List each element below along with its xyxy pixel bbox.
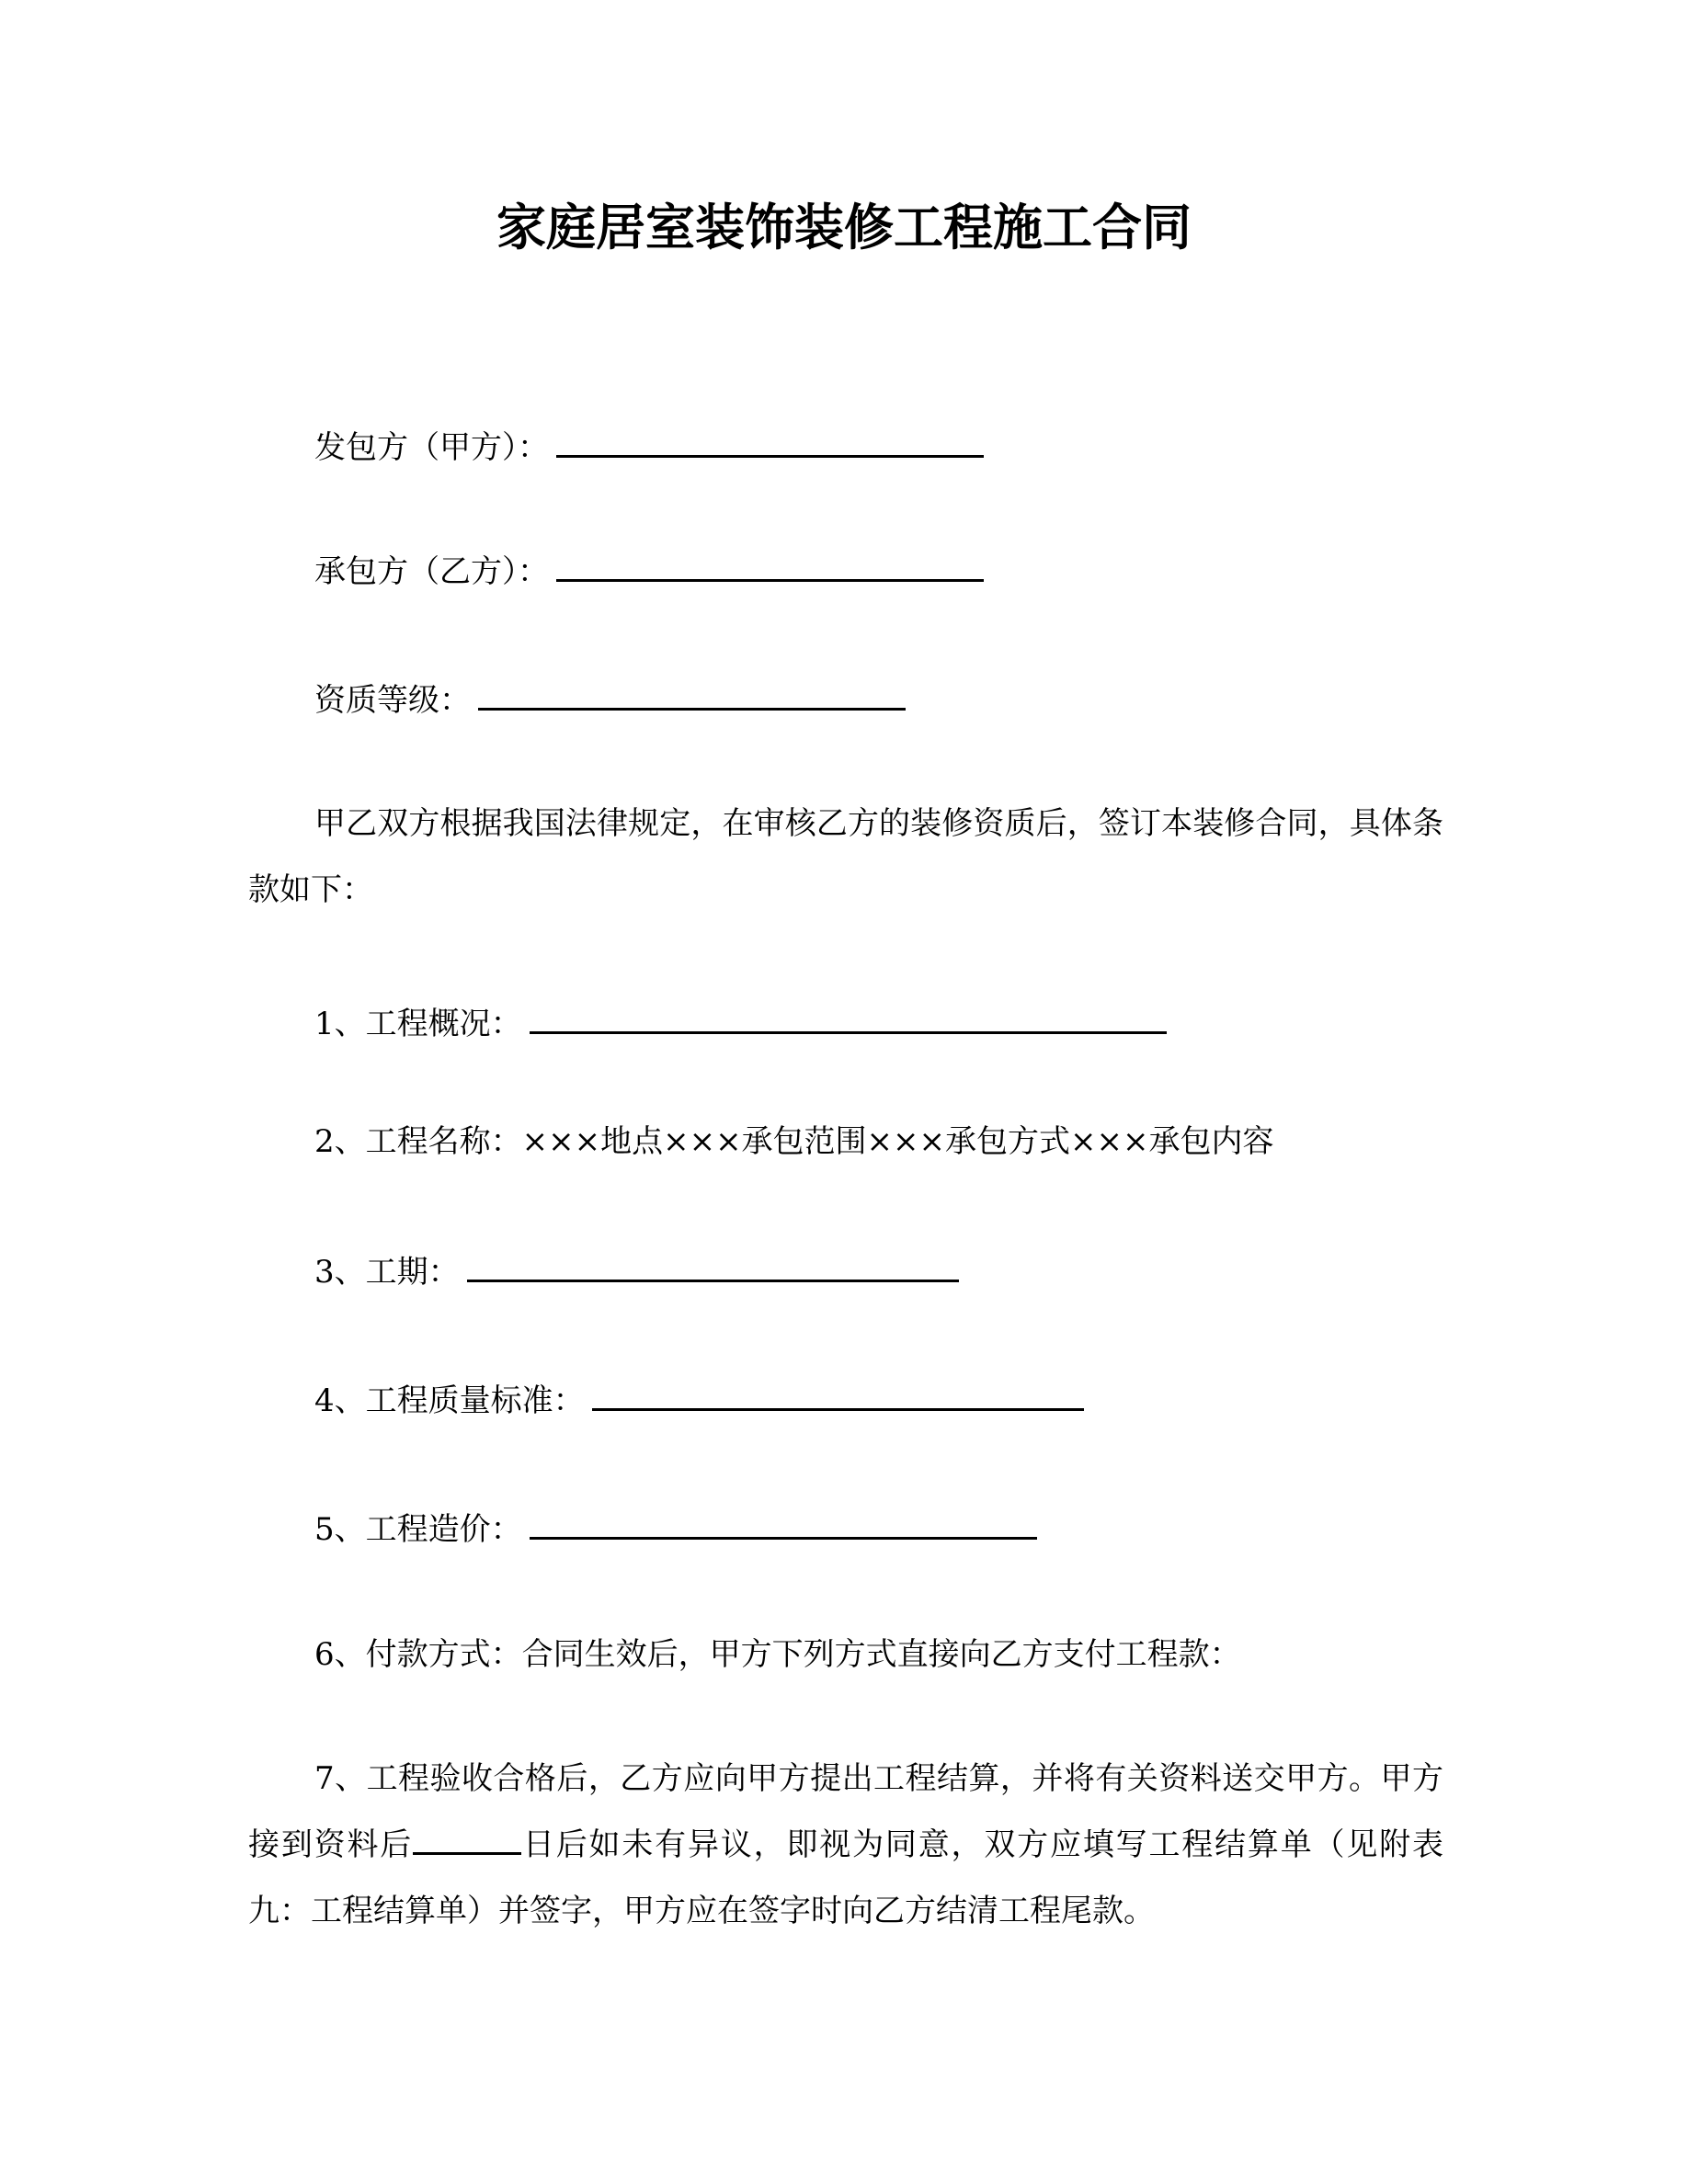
party-a-field[interactable] bbox=[556, 424, 984, 458]
clause-2 bbox=[314, 1121, 1274, 1162]
project-cost-field[interactable] bbox=[530, 1506, 1037, 1540]
duration-field[interactable] bbox=[467, 1248, 959, 1282]
party-a-label: 发包方（甲方）： bbox=[314, 429, 549, 466]
clause-4-label: 4、工程质量标准： bbox=[314, 1382, 585, 1419]
qualification-label: 资质等级： bbox=[314, 682, 471, 719]
party-b-field[interactable] bbox=[556, 548, 984, 582]
clause-6-text: 6、付款方式：合同生效后，甲方下列方式直接向乙方支付工程款： bbox=[314, 1636, 1241, 1673]
clause-7-before: 7、工程验收合格后，乙方应向甲方提出工程结算，并将有关资料送交甲方。甲方接到资料后 bbox=[248, 1760, 1443, 1863]
qualification-row bbox=[314, 677, 906, 721]
party-a-row bbox=[314, 424, 984, 468]
clause-5-label: 5、工程造价： bbox=[314, 1511, 522, 1548]
clause-1-label: 1、工程概况： bbox=[314, 1006, 522, 1042]
project-overview-field[interactable] bbox=[530, 1000, 1167, 1034]
intro-paragraph: 甲乙双方根据我国法律规定，在审核乙方的装修资质后，签订本装修合同，具体条款如下： bbox=[248, 805, 1443, 908]
party-b-label: 承包方（乙方）： bbox=[314, 553, 549, 590]
clause-7-after: 日后如未有异议，即视为同意，双方应填写工程结算单（见附表九：工程结算单）并签字，甲方应在签字时向乙方结清工程尾款。 bbox=[248, 1826, 1444, 1929]
clause-2-text: 2、工程名称：×××地点×××承包范围×××承包方式×××承包内容 bbox=[314, 1123, 1274, 1160]
party-b-row bbox=[314, 548, 984, 592]
clause-3 bbox=[314, 1248, 959, 1292]
clause-7 bbox=[248, 1746, 1443, 1944]
document-title: 家庭居室装饰装修工程施工合同 bbox=[496, 199, 1192, 256]
clause-4 bbox=[314, 1377, 1084, 1421]
review-days-field[interactable] bbox=[413, 1825, 521, 1855]
clause-3-label: 3、工期： bbox=[314, 1254, 460, 1291]
qualification-field[interactable] bbox=[478, 677, 906, 711]
clause-1 bbox=[314, 1000, 1167, 1044]
clause-5 bbox=[314, 1506, 1037, 1550]
quality-standard-field[interactable] bbox=[592, 1377, 1084, 1411]
clause-6 bbox=[314, 1634, 1241, 1675]
